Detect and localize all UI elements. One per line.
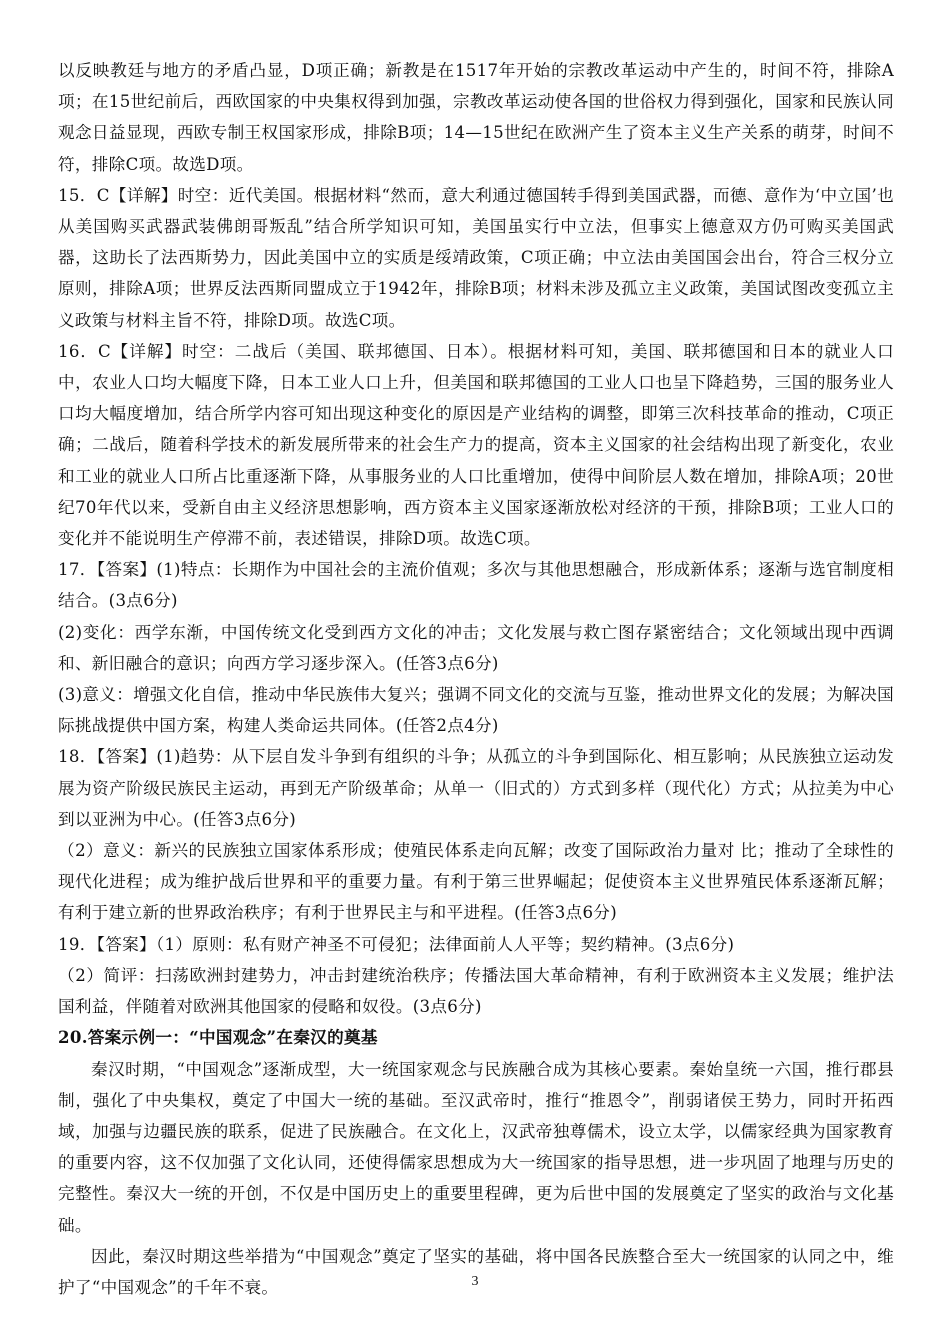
answer-content [58,55,894,1303]
paragraph-q14-continuation: 以反映教廷与地方的矛盾凸显，D项正确；新教是在1517年开始的宗教改革运动中产生的，时间不符，排除A项；在15世纪前后，西欧国家的中央集权得到加强，宗教改革运动使各国的世俗权力得到强化，国家和民族认同观念日益显现，西欧专制王权国家形成，排除B项；14—15世纪在欧洲产生了资本主义生产关系的萌芽，时间不符，排除C项。故选D项。 [58,61,894,174]
paragraph-q16 [58,336,894,554]
q18-heading: 18．【答案】 [58,747,157,767]
q15-heading: 15．C【详解】 [58,185,178,205]
q19-heading: 19．【答案】 [58,934,156,954]
paragraph-q15 [58,180,894,336]
paragraph-q19-2: （2）简评：扫荡欧洲封建势力，冲击封建统治秩序；传播法国大革命精神，有利于欧洲资本主义发展；维护法国利益，伴随着对欧洲其他国家的侵略和奴役。(3点6分) [58,965,894,1017]
q17-heading: 17．【答案】 [58,560,157,580]
q16-text: 时空：二战后（美国、联邦德国、日本）。根据材料可知，美国、联邦德国和日本的就业人口中，农业人口均大幅度下降，日本工业人口上升，但美国和联邦德国的工业人口也呈下降趋势，三国的服务业人口均大幅度增加，结合所学内容可知出现这种变化的原因是产业结构的调整，即第三次科技革命的推动，C项正确；二战后，随着科学技术的新发展所带来的社会生产力的提高，资本主义国家的社会结构出现了新变化，农业和工业的就业人口所占比重逐渐下降，从事服务业的人口比重增加，使得中间阶层人数在增加，排除A项；20世纪70年代以来，受新自由主义经济思想影响，西方资本主义国家逐渐放松对经济的干预，排除B项；工业人口的变化并不能说明生产停滞不前，表述错误，排除D项。故选C项。 [58,341,894,549]
page-number: 3 [471,1274,479,1289]
q15-text: 时空：近代美国。根据材料“然而，意大利通过德国转手得到美国武器，而德、意作为‘中立国’也从美国购买武器武装佛朗哥叛乱”结合所学知识可知，美国虽实行中立法，但事实上德意双方仍可购买美国武器，这助长了法西斯势力，因此美国中立的实质是绥靖政策，C项正确；中立法由美国国会出台，符合三权分立原则，排除A项；世界反法西斯同盟成立于1942年，排除B项；材料未涉及孤立主义政策，美国试图改变孤立主义政策与材料主旨不符，排除D项。故选C项。 [58,185,894,330]
paragraph-q19-1 [58,929,894,960]
paragraph-q17-2: (2)变化：西学东渐，中国传统文化受到西方文化的冲击；文化发展与救亡图存紧密结合；文化领域出现中西调和、新旧融合的意识；向西方学习逐步深入。(任答3点6分) [58,622,894,673]
q16-heading: 16．C【详解】 [58,341,183,361]
q17-part1: (1)特点：长期作为中国社会的主流价值观；多次与其他思想融合，形成新体系；逐渐与选官制度相结合。(3点6分) [58,560,894,611]
paragraph-q17-3: (3)意义：增强文化自信，推动中华民族伟大复兴；强调不同文化的交流与互鉴，推动世界文化的发展；为解决国际挑战提供中国方案，构建人类命运共同体。(任答2点4分) [58,685,894,736]
paragraph-q18-1 [58,741,894,835]
paragraph-q20-body: 秦汉时期，“中国观念”逐渐成型，大一统国家观念与民族融合成为其核心要素。秦始皇统一六国，推行郡县制，强化了中央集权，奠定了中国大一统的基础。至汉武帝时，推行“推恩令”，削弱诸侯王势力，同时开拓西域，加强与边疆民族的联系，促进了民族融合。在文化上，汉武帝独尊儒术，设立太学，以儒家经典为国家教育的重要内容，这不仅加强了文化认同，还使得儒家思想成为大一统国家的指导思想，进一步巩固了地理与历史的完整性。秦汉大一统的开创，不仅是中国历史上的重要里程碑，更为后世中国的发展奠定了坚实的政治与文化基础。 [58,1059,894,1235]
q20-title: 20.答案示例一：“中国观念”在秦汉的奠基 [58,1027,378,1048]
q18-part1: (1)趋势：从下层自发斗争到有组织的斗争；从孤立的斗争到国际化、相互影响；从民族独立运动发展为资产阶级民族民主运动，再到无产阶级革命；从单一（旧式的）方式到多样（现代化）方式；从拉美为中心到以亚洲为中心。(任答3点6分) [58,747,894,829]
paragraph-q20-conclusion: 因此，秦汉时期这些举措为“中国观念”奠定了坚实的基础，将中国各民族整合至大一统国家的认同之中，维护了“中国观念”的千年不衰。 [58,1246,894,1297]
paragraph-q17-1 [58,554,894,616]
paragraph-q18-2: （2）意义：新兴的民族独立国家体系形成；使殖民体系走向瓦解；改变了国际政治力量对 比；推动了全球性的现代化进程；成为维护战后世界和平的重要力量。有利于第三世界崛起；促使资本主义世界殖民体系逐渐瓦解；有利于建立新的世界政治秩序；有利于世界民主与和平进程。(任答3点6分) [58,841,894,923]
q19-part1: （1）原则：私有财产神圣不可侵犯；法律面前人人平等；契约精神。(3点6分) [155,934,735,954]
